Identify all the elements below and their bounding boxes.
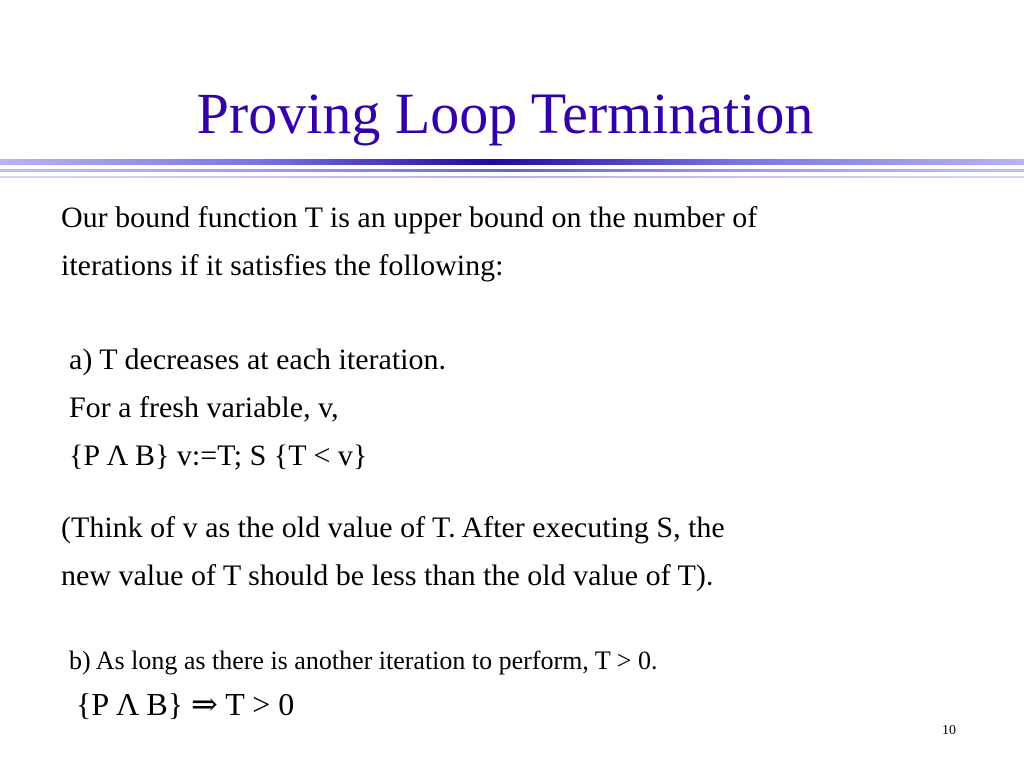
title-divider-medium [0,169,1024,172]
explanation-line-1: (Think of v as the old value of T. After executing S, the [61,511,725,544]
title-divider-thick [0,159,1024,165]
slide-title: Proving Loop Termination [196,81,814,146]
condition-b-statement: b) As long as there is another iteration to perform, T > 0. [69,646,658,675]
condition-a-statement: a) T decreases at each iteration. [69,343,447,376]
intro-paragraph [61,194,757,290]
condition-a-fresh-variable: For a fresh variable, v, [69,391,339,424]
intro-line-2: iterations if it satisfies the following: [61,249,504,282]
condition-b-implication: {P Λ B} ⇒ T > 0 [76,686,295,722]
intro-line-1: Our bound function T is an upper bound on the number of [61,201,758,234]
title-divider-thin [0,176,1024,178]
condition-a-hoare-triple: {P Λ B} v:=T; S {T < v} [69,439,368,472]
explanation-line-2: new value of T should be less than the old value of T). [61,559,714,592]
explanation-paragraph [61,504,725,600]
page-number: 10 [942,723,956,738]
